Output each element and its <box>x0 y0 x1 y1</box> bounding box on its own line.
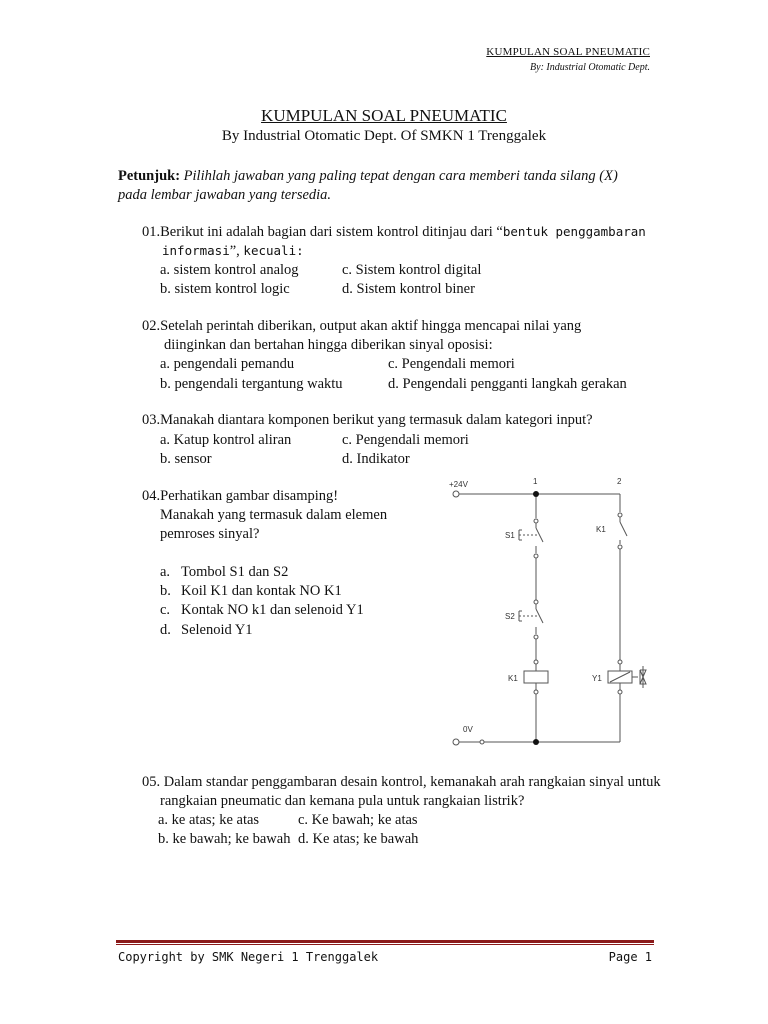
question-2-stem-2: diinginkan dan bertahan hingga diberikan sinyal oposisi: <box>164 337 493 353</box>
question-4-stem-2: Manakah yang termasuk dalam elemen <box>160 507 388 523</box>
question-1-stem <box>142 222 646 242</box>
q3-option-b: b. sensor <box>160 451 212 467</box>
q5-option-c: c. Ke bawah; ke atas <box>298 812 418 828</box>
q1-option-d: d. Sistem kontrol biner <box>342 281 475 297</box>
q1-option-c: c. Sistem kontrol digital <box>342 262 482 278</box>
q4-option-c-letter: c. <box>160 602 171 618</box>
ladder-circuit-diagram <box>435 470 665 760</box>
q5-option-a: a. ke atas; ke atas <box>158 812 260 828</box>
q1-text: 01.Berikut ini adalah bagian dari sistem kontrol ditinjau dari “ <box>142 224 503 240</box>
footer-page-number: Page 1 <box>608 950 652 964</box>
question-2-stem: 02.Setelah perintah diberikan, output akan aktif hingga mencapai nilai yang <box>142 318 582 334</box>
supply-label: +24V <box>449 480 468 489</box>
q2-option-a: a. pengendali pemandu <box>160 356 295 372</box>
q4-option-c: Kontak NO k1 dan selenoid Y1 <box>181 602 364 618</box>
instruction-block <box>118 167 618 186</box>
s1-contact <box>536 528 543 542</box>
s1-label: S1 <box>505 531 515 540</box>
document-subtitle: By Industrial Otomatic Dept. Of SMKN 1 Trenggalek <box>221 128 547 144</box>
q1-except: kecuali: <box>243 243 304 258</box>
q2-option-b: b. pengendali tergantung waktu <box>160 376 343 392</box>
q3-option-c: c. Pengendali memori <box>342 432 469 448</box>
q4-option-a: Tombol S1 dan S2 <box>181 564 289 580</box>
q1-quote: ”, <box>229 243 244 259</box>
q4-option-a-letter: a. <box>160 564 171 580</box>
junction-bottom <box>533 739 539 745</box>
q5-option-b: b. ke bawah; ke bawah <box>158 831 291 847</box>
q2-option-d: d. Pengendali pengganti langkah gerakan <box>388 376 627 392</box>
instruction-line-2 <box>118 186 331 205</box>
q2-option-c: c. Pengendali memori <box>388 356 515 372</box>
running-header-title: KUMPULAN SOAL PNEUMATIC <box>486 46 650 58</box>
s2-contact <box>536 609 543 623</box>
q1-term: bentuk penggambaran <box>502 224 646 239</box>
s2-label: S2 <box>505 612 515 621</box>
k1-coil <box>524 671 548 683</box>
k1-coil-label: K1 <box>508 674 518 683</box>
column-1-label: 1 <box>533 477 538 486</box>
column-2-label: 2 <box>617 477 622 486</box>
footer-rule <box>116 940 654 943</box>
q1-option-b: b. sistem kontrol logic <box>160 281 290 297</box>
q1-term-2: informasi <box>162 243 230 258</box>
k1-contact <box>620 522 627 536</box>
question-4-stem: 04.Perhatikan gambar disamping! <box>142 488 339 504</box>
question-3-stem: 03.Manakah diantara komponen berikut yang termasuk dalam kategori input? <box>142 412 593 428</box>
q4-option-b: Koil K1 dan kontak NO K1 <box>181 583 342 599</box>
q5-option-d: d. Ke atas; ke bawah <box>298 831 419 847</box>
ground-label: 0V <box>463 725 473 734</box>
q3-option-d: d. Indikator <box>342 451 410 467</box>
junction-top <box>533 491 539 497</box>
k1-contact-label: K1 <box>596 525 606 534</box>
question-5-stem: 05. Dalam standar penggambaran desain kontrol, kemanakah arah rangkaian sinyal untuk <box>142 774 661 790</box>
ground-node <box>480 740 484 744</box>
instruction-label: Petunjuk: <box>118 168 181 184</box>
q4-option-d: Selenoid Y1 <box>181 622 253 638</box>
question-5-stem-2: rangkaian pneumatic dan kemana pula untuk rangkaian listrik? <box>160 793 525 809</box>
supply-terminal <box>453 491 459 497</box>
instruction-text-2: pada lembar jawaban yang tersedia. <box>118 187 332 203</box>
document-title: KUMPULAN SOAL PNEUMATIC <box>261 106 507 125</box>
ground-terminal <box>453 739 459 745</box>
question-1-stem-2 <box>162 241 304 261</box>
footer-copyright: Copyright by SMK Negeri 1 Trenggalek <box>118 950 379 964</box>
running-header-subtitle: By: Industrial Otomatic Dept. <box>530 62 650 73</box>
instruction-text: Pilihlah jawaban yang paling tepat dengan cara memberi tanda silang (X) <box>183 168 618 184</box>
question-4-stem-3: pemroses sinyal? <box>160 526 260 542</box>
y1-label: Y1 <box>592 674 602 683</box>
q3-option-a: a. Katup kontrol aliran <box>160 432 292 448</box>
q4-option-d-letter: d. <box>160 622 171 638</box>
footer-rule-thin <box>116 944 654 945</box>
q1-option-a: a. sistem kontrol analog <box>160 262 299 278</box>
q4-option-b-letter: b. <box>160 583 171 599</box>
